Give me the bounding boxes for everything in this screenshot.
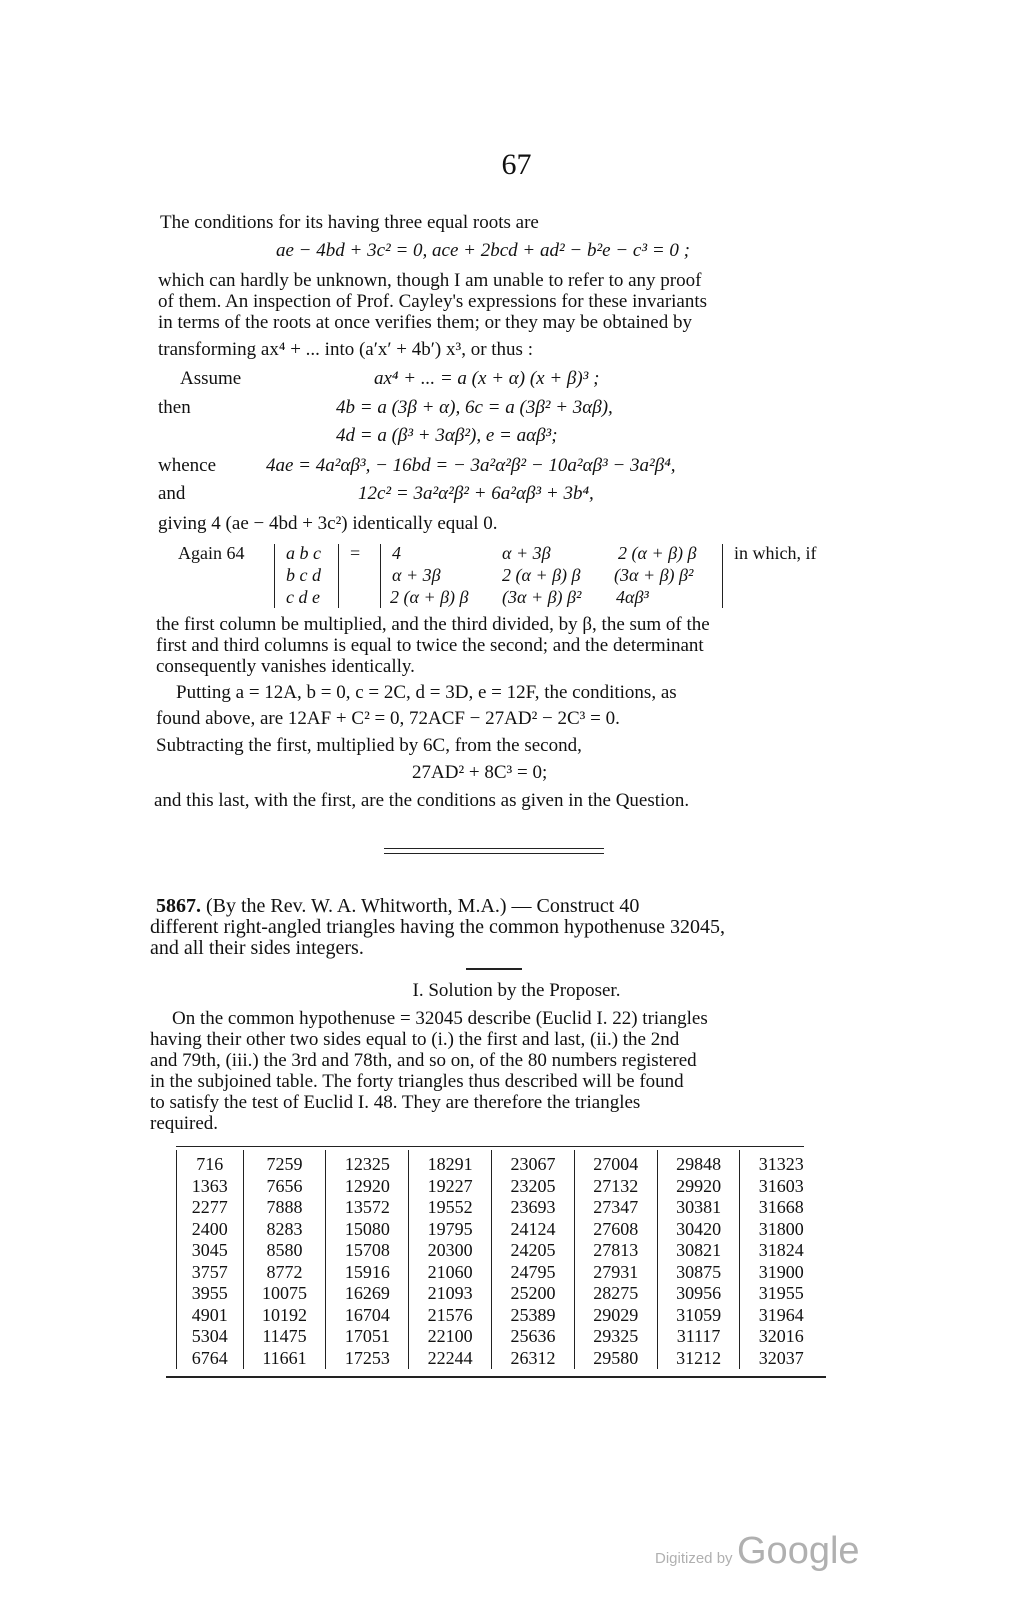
table-cell: 27132 — [574, 1176, 657, 1198]
table-cell: 31323 — [740, 1150, 822, 1176]
text-line: and this last, with the first, are the conditions as given in the Question. — [154, 790, 690, 811]
solution-line: in the subjoined table. The forty triangles thus described will be found — [150, 1071, 684, 1092]
table-cell: 11661 — [243, 1348, 326, 1370]
table-cell: 23205 — [492, 1176, 575, 1198]
question-line — [156, 895, 639, 917]
number-table — [176, 1150, 822, 1369]
determinant-equals: = — [350, 543, 361, 563]
text-line: Subtracting the first, multiplied by 6C, from the second, — [156, 735, 582, 756]
table-row — [177, 1326, 823, 1348]
table-cell: 29325 — [574, 1326, 657, 1348]
solution-line: having their other two sides equal to (i.) the first and last, (ii.) the 2nd — [150, 1029, 680, 1050]
table-cell: 716 — [177, 1150, 244, 1176]
watermark-big: Google — [737, 1530, 860, 1572]
table-cell: 15708 — [326, 1240, 409, 1262]
solution-line: to satisfy the test of Euclid I. 48. They are therefore the triangles — [150, 1092, 641, 1113]
table-cell: 3757 — [177, 1262, 244, 1284]
table-row — [177, 1240, 823, 1262]
table-cell: 29580 — [574, 1348, 657, 1370]
equation: 4b = a (3β + α), 6c = a (3β² + 3αβ), — [336, 397, 613, 418]
table-cell: 7656 — [243, 1176, 326, 1198]
table-cell: 11475 — [243, 1326, 326, 1348]
table-cell: 27004 — [574, 1150, 657, 1176]
text-line: Putting a = 12A, b = 0, c = 2C, d = 3D, e = 12F, the conditions, as — [176, 682, 677, 703]
text-line: in terms of the roots at once verifies them; or they may be obtained by — [158, 312, 692, 333]
table-row — [177, 1262, 823, 1284]
table-cell: 25389 — [492, 1305, 575, 1327]
determinant-cell: 2 (α + β) β — [618, 543, 697, 563]
equation: ax⁴ + ... = a (x + α) (x + β)³ ; — [374, 368, 600, 389]
table-cell: 30956 — [657, 1283, 740, 1305]
table-cell: 31212 — [657, 1348, 740, 1370]
table — [176, 1150, 822, 1369]
question-line: and all their sides integers. — [150, 937, 364, 959]
equation: 4ae = 4a²αβ³, − 16bd = − 3a²α²β² − 10a²αβ³ − 3a²β⁴, — [266, 455, 676, 476]
table-row — [177, 1348, 823, 1370]
table-cell: 15080 — [326, 1219, 409, 1241]
table-cell: 15916 — [326, 1262, 409, 1284]
table-cell: 23693 — [492, 1197, 575, 1219]
table-cell: 24205 — [492, 1240, 575, 1262]
table-cell: 21060 — [409, 1262, 492, 1284]
table-cell: 29848 — [657, 1150, 740, 1176]
table-cell: 23067 — [492, 1150, 575, 1176]
determinant-bar — [274, 544, 275, 608]
table-cell: 21093 — [409, 1283, 492, 1305]
text-line: Assume — [180, 368, 242, 389]
table-cell: 8772 — [243, 1262, 326, 1284]
short-rule — [466, 968, 522, 970]
table-cell: 19795 — [409, 1219, 492, 1241]
determinant-cell: 2 (α + β) β — [390, 587, 469, 607]
table-cell: 2277 — [177, 1197, 244, 1219]
table-cell: 24795 — [492, 1262, 575, 1284]
table-cell: 16269 — [326, 1283, 409, 1305]
question-line: different right-angled triangles having the common hypothenuse 32045, — [150, 916, 726, 938]
equation: 12c² = 3a²α²β² + 6a²αβ³ + 3b⁴, — [358, 483, 594, 504]
table-cell: 29029 — [574, 1305, 657, 1327]
table-cell: 2400 — [177, 1219, 244, 1241]
table-cell: 28275 — [574, 1283, 657, 1305]
question-number: 5867. — [156, 895, 201, 917]
text-line: found above, are 12AF + C² = 0, 72ACF − 27AD² − 2C³ = 0. — [156, 708, 620, 729]
determinant-left-row: a b c — [286, 543, 321, 563]
table-row — [177, 1150, 823, 1176]
table-cell: 25200 — [492, 1283, 575, 1305]
determinant-cell: α + 3β — [502, 543, 551, 563]
table-cell: 12325 — [326, 1150, 409, 1176]
page-number: 67 — [501, 148, 532, 181]
table-cell: 31900 — [740, 1262, 822, 1284]
equation: ae − 4bd + 3c² = 0, ace + 2bcd + ad² − b²e − c³ = 0 ; — [276, 240, 690, 261]
text-line: giving 4 (ae − 4bd + 3c²) identically equal 0. — [158, 513, 498, 534]
question-text: (By the Rev. W. A. Whitworth, M.A.) — Construct 40 — [206, 895, 640, 917]
determinant-bar — [380, 544, 381, 608]
table-cell: 12920 — [326, 1176, 409, 1198]
table-cell: 31117 — [657, 1326, 740, 1348]
watermark — [655, 1530, 860, 1573]
table-cell: 32016 — [740, 1326, 822, 1348]
table-cell: 30420 — [657, 1219, 740, 1241]
table-cell: 29920 — [657, 1176, 740, 1198]
table-row — [177, 1305, 823, 1327]
text-line: and — [158, 483, 186, 504]
determinant-left-row: b c d — [286, 565, 321, 585]
table-cell: 3955 — [177, 1283, 244, 1305]
table-cell: 32037 — [740, 1348, 822, 1370]
table-cell: 10192 — [243, 1305, 326, 1327]
table-cell: 22244 — [409, 1348, 492, 1370]
table-cell: 6764 — [177, 1348, 244, 1370]
text-line: transforming ax⁴ + ... into (a′x′ + 4b′) x³, or thus : — [158, 339, 533, 360]
table-cell: 8283 — [243, 1219, 326, 1241]
determinant-cell: (3α + β) β² — [614, 565, 694, 585]
table-cell: 24124 — [492, 1219, 575, 1241]
determinant-bar — [338, 544, 339, 608]
separator-rule — [384, 848, 604, 849]
text-line: consequently vanishes identically. — [156, 656, 415, 677]
table-cell: 4901 — [177, 1305, 244, 1327]
table-cell: 27608 — [574, 1219, 657, 1241]
text-line: first and third columns is equal to twice the second; and the determinant — [156, 635, 704, 656]
table-cell: 19552 — [409, 1197, 492, 1219]
table-cell: 20300 — [409, 1240, 492, 1262]
determinant-left-row: c d e — [286, 587, 320, 607]
table-row — [177, 1219, 823, 1241]
table-cell: 10075 — [243, 1283, 326, 1305]
watermark-small: Digitized by — [655, 1550, 733, 1567]
determinant-cell: (3α + β) β² — [502, 587, 582, 607]
text-line: The conditions for its having three equal roots are — [160, 212, 539, 233]
table-cell: 16704 — [326, 1305, 409, 1327]
table-cell: 31059 — [657, 1305, 740, 1327]
text-line: whence — [158, 455, 217, 476]
table-cell: 8580 — [243, 1240, 326, 1262]
table-cell: 30381 — [657, 1197, 740, 1219]
table-cell: 27931 — [574, 1262, 657, 1284]
table-cell: 22100 — [409, 1326, 492, 1348]
text-line: then — [158, 397, 191, 418]
text-line: of them. An inspection of Prof. Cayley's expressions for these invariants — [158, 291, 708, 312]
table-cell: 25636 — [492, 1326, 575, 1348]
table-cell: 1363 — [177, 1176, 244, 1198]
table-cell: 27813 — [574, 1240, 657, 1262]
table-cell: 5304 — [177, 1326, 244, 1348]
table-row — [177, 1283, 823, 1305]
determinant-cell: 4αβ³ — [616, 587, 649, 607]
table-cell: 31824 — [740, 1240, 822, 1262]
text-line: which can hardly be unknown, though I am unable to refer to any proof — [158, 270, 702, 291]
table-cell: 21576 — [409, 1305, 492, 1327]
table-cell: 31800 — [740, 1219, 822, 1241]
table-cell: 13572 — [326, 1197, 409, 1219]
equation: 27AD² + 8C³ = 0; — [412, 762, 548, 783]
table-row — [177, 1197, 823, 1219]
table-cell: 31603 — [740, 1176, 822, 1198]
table-cell: 7888 — [243, 1197, 326, 1219]
determinant-cell: 4 — [392, 543, 401, 563]
table-bottom-rule — [166, 1376, 826, 1378]
table-cell: 7259 — [243, 1150, 326, 1176]
determinant-prefix: Again 64 — [178, 543, 245, 563]
solution-line: On the common hypothenuse = 32045 describe (Euclid I. 22) triangles — [172, 1008, 708, 1029]
solution-line: required. — [150, 1113, 219, 1134]
table-cell: 31668 — [740, 1197, 822, 1219]
solution-line: and 79th, (iii.) the 3rd and 78th, and so on, of the 80 numbers registered — [150, 1050, 697, 1071]
table-cell: 31964 — [740, 1305, 822, 1327]
determinant-bar — [722, 544, 723, 608]
determinant-cell: 2 (α + β) β — [502, 565, 581, 585]
table-cell: 26312 — [492, 1348, 575, 1370]
table-cell: 17051 — [326, 1326, 409, 1348]
table-cell: 30875 — [657, 1262, 740, 1284]
table-cell: 3045 — [177, 1240, 244, 1262]
equation: 4d = a (β³ + 3αβ²), e = aαβ³; — [336, 425, 558, 446]
table-top-rule — [176, 1146, 804, 1147]
solution-heading: I. Solution by the Proposer. — [412, 980, 621, 1001]
table-cell: 19227 — [409, 1176, 492, 1198]
determinant-suffix: in which, if — [734, 543, 817, 563]
table-row — [177, 1176, 823, 1198]
table-cell: 18291 — [409, 1150, 492, 1176]
table-cell: 27347 — [574, 1197, 657, 1219]
table-cell: 31955 — [740, 1283, 822, 1305]
separator-rule — [384, 853, 604, 854]
table-cell: 30821 — [657, 1240, 740, 1262]
table-cell: 17253 — [326, 1348, 409, 1370]
determinant-cell: α + 3β — [392, 565, 441, 585]
determinant-block — [0, 542, 1033, 612]
text-line: the first column be multiplied, and the third divided, by β, the sum of the — [156, 614, 710, 635]
